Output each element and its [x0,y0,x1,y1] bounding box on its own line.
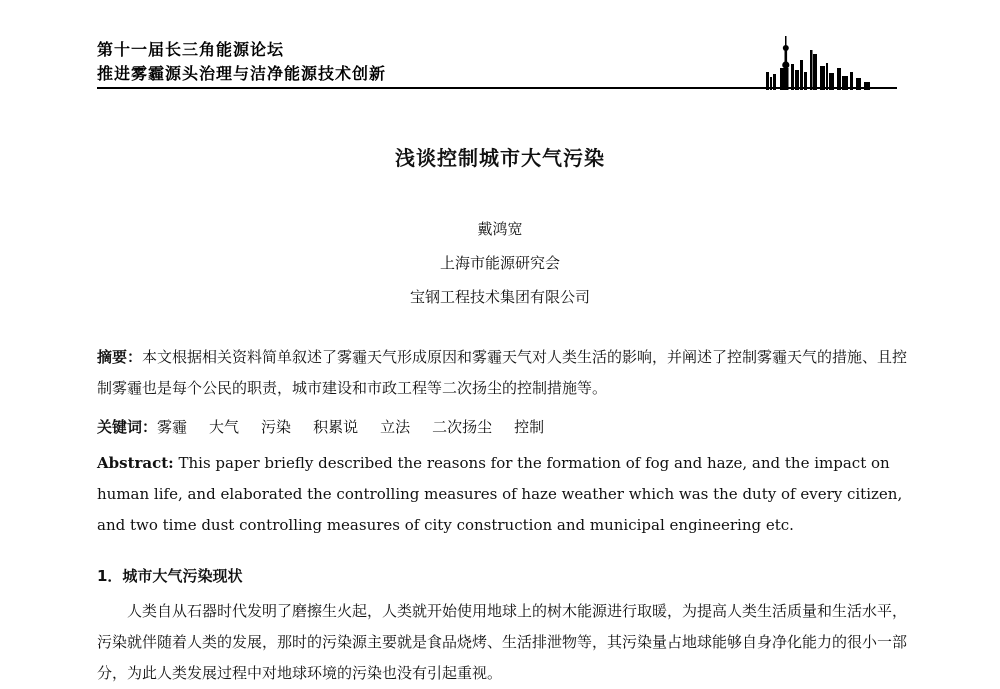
section-heading: 1．城市大气污染现状 [97,567,243,585]
abstract-en-text: This paper briefly described the reasons for the formation of fog and haze, and the impact on human life, and elaborated the controlling measures of haze weather which was the duty of every citizen, and two time dust controlling measures of city construction and municipal engineering etc. [97,454,903,534]
author-name: 戴鸿宽 [477,220,523,238]
paper-title: 浅谈控制城市大气污染 [395,146,605,170]
keyword: 大气 [209,418,240,436]
keywords [97,412,912,443]
author-affiliation-1: 上海市能源研究会 [439,254,560,272]
abstract-cn-label: 摘要： [97,348,143,366]
abstract-cn [97,342,912,404]
author-affiliation-2: 宝钢工程技术集团有限公司 [409,288,590,306]
city-skyline-icon [760,28,896,90]
keyword: 积累说 [313,418,359,436]
header-rule [97,87,897,89]
abstract-en [97,448,912,541]
keyword: 立法 [380,418,411,436]
keyword: 控制 [514,418,545,436]
keywords-label: 关键词： [97,418,158,436]
abstract-en-label: Abstract: [97,454,174,472]
forum-subtitle: 推进雾霾源头治理与洁净能源技术创新 [97,64,387,83]
abstract-cn-text: 本文根据相关资料简单叙述了雾霾天气形成原因和雾霾天气对人类生活的影响，并阐述了控制雾霾天气的措施、且控制雾霾也是每个公民的职责，城市建设和市政工程等二次扬尘的控制措施等。 [97,348,908,397]
keyword: 污染 [261,418,292,436]
keyword: 二次扬尘 [432,418,493,436]
keyword: 雾霾 [157,418,188,436]
forum-title: 第十一届长三角能源论坛 [97,40,285,59]
section-paragraph: 人类自从石器时代发明了磨擦生火起，人类就开始使用地球上的树木能源进行取暖，为提高人类生活质量和生活水平，污染就伴随着人类的发展，那时的污染源主要就是食品烧烤、生活排泄物等，其污染量占地球能够自身净化能力的很小一部分，为此人类发展过程中对地球环境的污染也没有引起重视。 [97,602,908,682]
